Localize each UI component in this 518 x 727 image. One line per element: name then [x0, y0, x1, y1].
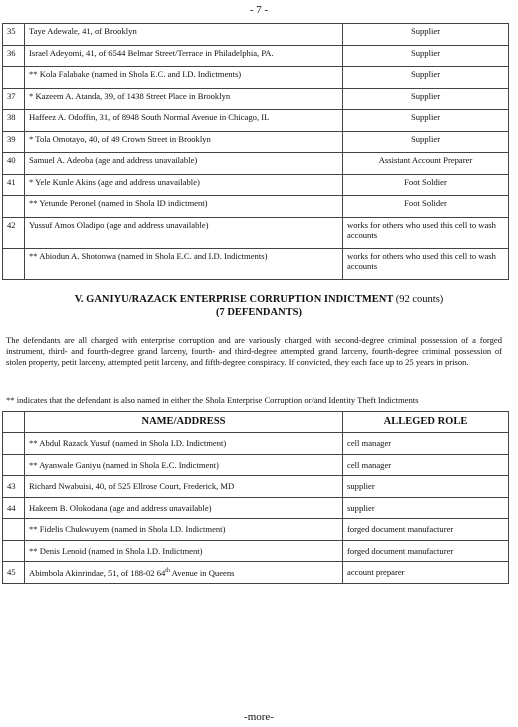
row-name: Taye Adewale, 41, of Brooklyn [25, 24, 343, 46]
row-role: Supplier [343, 110, 509, 132]
row-name: ** Yetunde Peronel (named in Shola ID indictment) [25, 196, 343, 218]
row-name: Haffeez A. Odoffin, 31, of 8948 South Normal Avenue in Chicago, IL [25, 110, 343, 132]
row-name: Samuel A. Adeoba (age and address unavailable) [25, 153, 343, 175]
table-row [3, 24, 509, 46]
row-name: Richard Nwabuisi, 40, of 525 Ellrose Court, Frederick, MD [25, 476, 343, 498]
row-num: 42 [3, 217, 25, 248]
table-row [3, 476, 509, 498]
row-role: supplier [343, 497, 509, 519]
table-row [3, 562, 509, 584]
row-num: 35 [3, 24, 25, 46]
table-row [3, 196, 509, 218]
row-name: ** Kola Falabake (named in Shola E.C. and I.D. Indictments) [25, 67, 343, 89]
row-num: 43 [3, 476, 25, 498]
row-name: ** Abiodun A. Shotonwa (named in Shola E.C. and I.D. Indictments) [25, 248, 343, 279]
defendants-table-2 [2, 411, 509, 584]
row-name: Israel Adeyomi, 41, of 6544 Belmar Street/Terrace in Philadelphia, PA. [25, 45, 343, 67]
table-row [3, 540, 509, 562]
row-num: 44 [3, 497, 25, 519]
charges-paragraph: The defendants are all charged with enterprise corruption and are variously charged with second-degree criminal possession of a forged instrument, third- and fourth-degree grand larceny, fourth- and third-degree attempted grand larceny, fourth-degree criminal possession of stolen property, petit larceny, attempted petit larceny, and fifth-degree conspiracy. If convicted, they each face up to 25 years in prison. [6, 335, 502, 367]
row-name: ** Ayanwale Ganiyu (named in Shola E.C. Indictment) [25, 454, 343, 476]
row-role: supplier [343, 476, 509, 498]
page-number: - 7 - [249, 4, 269, 16]
row-name [25, 562, 343, 584]
section-heading: V. GANIYU/RAZACK ENTERPRISE CORRUPTION INDICTMENT [74, 294, 394, 305]
row-name: Hakeem B. Olokodana (age and address unavailable) [25, 497, 343, 519]
row-num: 45 [3, 562, 25, 584]
table-row [3, 110, 509, 132]
row-num: 36 [3, 45, 25, 67]
row-role: Supplier [343, 131, 509, 153]
table-row [3, 217, 509, 248]
row-num [3, 519, 25, 541]
row-role: Assistant Account Preparer [343, 153, 509, 175]
row-name: * Yele Kunle Akins (age and address unavailable) [25, 174, 343, 196]
row-name: * Tola Omotayo, 40, of 49 Crown Street in Brooklyn [25, 131, 343, 153]
row-num: 37 [3, 88, 25, 110]
row-num [3, 433, 25, 455]
row-name: Yussuf Amos Oladipo (age and address unavailable) [25, 217, 343, 248]
header-role: ALLEGED ROLE [343, 412, 509, 433]
row-name: ** Denis Lenoid (named in Shola I.D. Indictment) [25, 540, 343, 562]
header-num [3, 412, 25, 433]
name-text: Abimbola Akinrindae, 51, of 188-02 64 [29, 568, 166, 579]
row-role: Supplier [343, 45, 509, 67]
more-footer: -more- [244, 711, 274, 723]
section-subtitle: (7 DEFENDANTS) [215, 307, 303, 318]
table-row [3, 131, 509, 153]
row-name: * Kazeem A. Atanda, 39, of 1438 Street Place in Brooklyn [25, 88, 343, 110]
row-name: ** Abdul Razack Yusuf (named in Shola I.D. Indictment) [25, 433, 343, 455]
row-num [3, 248, 25, 279]
row-num: 41 [3, 174, 25, 196]
row-role: cell manager [343, 454, 509, 476]
table-row [3, 454, 509, 476]
row-role: account preparer [343, 562, 509, 584]
table-row [3, 497, 509, 519]
row-role: works for others who used this cell to wash accounts [343, 217, 509, 248]
row-num: 40 [3, 153, 25, 175]
row-role: Supplier [343, 67, 509, 89]
row-num [3, 196, 25, 218]
table-row [3, 174, 509, 196]
row-role: Supplier [343, 88, 509, 110]
row-role: works for others who used this cell to wash accounts [343, 248, 509, 279]
header-name: NAME/ADDRESS [25, 412, 343, 433]
row-num [3, 540, 25, 562]
row-role: Foot Solider [343, 196, 509, 218]
table-row [3, 248, 509, 279]
table-row [3, 433, 509, 455]
table-row [3, 45, 509, 67]
table-header-row [3, 412, 509, 433]
row-num [3, 67, 25, 89]
row-num: 38 [3, 110, 25, 132]
double-asterisk-note: ** indicates that the defendant is also named in either the Shola Enterprise Corruption or/and Identity Theft Indictments [6, 395, 419, 405]
row-name: ** Fidelis Chukwuyem (named in Shola I.D. Indictment) [25, 519, 343, 541]
row-role: cell manager [343, 433, 509, 455]
row-num [3, 454, 25, 476]
row-role: Foot Soldier [343, 174, 509, 196]
table-row [3, 153, 509, 175]
row-num: 39 [3, 131, 25, 153]
section-counts: (92 counts) [395, 294, 444, 305]
name-text-end: Avenue in Queens [169, 568, 235, 579]
section-title [0, 293, 518, 319]
table-row [3, 67, 509, 89]
row-role: forged document manufacturer [343, 540, 509, 562]
defendants-table-1 [2, 23, 509, 280]
row-role: Supplier [343, 24, 509, 46]
table-row [3, 519, 509, 541]
ordinal-suffix: th [165, 568, 170, 575]
table-row [3, 88, 509, 110]
row-role: forged document manufacturer [343, 519, 509, 541]
